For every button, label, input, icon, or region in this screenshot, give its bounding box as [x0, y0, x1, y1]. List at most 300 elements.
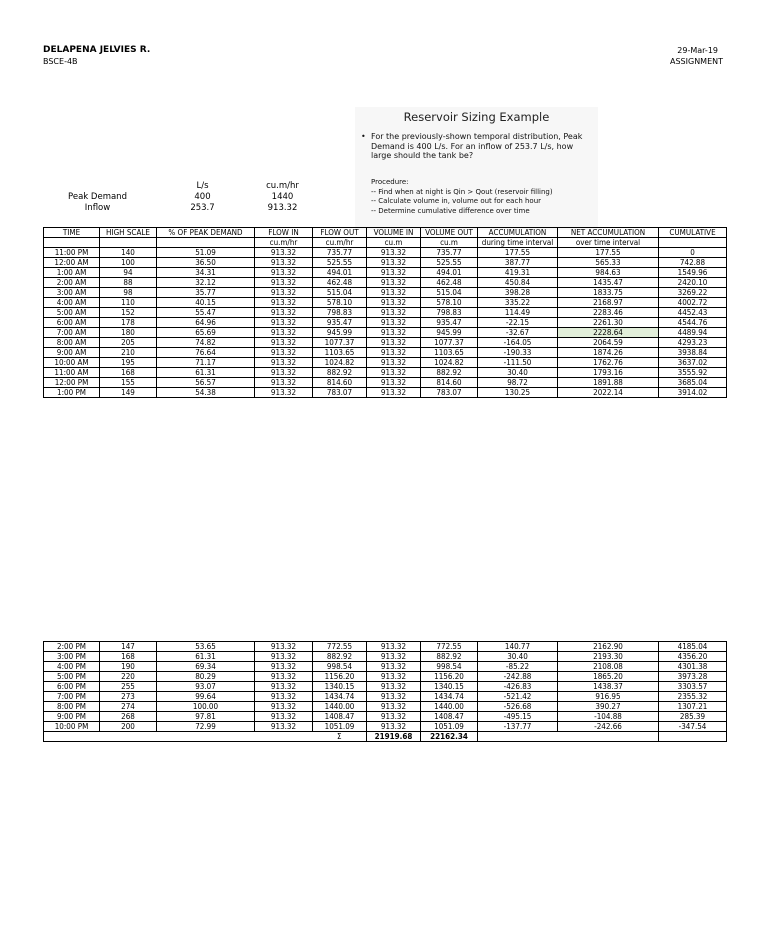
totals-blank-cell: [659, 732, 727, 742]
peak-demand-ls: 400: [194, 192, 211, 202]
cell-net-accumulation: 2228.64: [558, 328, 659, 338]
cell-flow-in: 913.32: [255, 258, 313, 268]
cell-time: 2:00 AM: [44, 278, 100, 288]
totals-blank-cell: [478, 732, 659, 742]
cell-percent-peak: 99.64: [157, 692, 255, 702]
cell-time: 5:00 PM: [44, 672, 100, 682]
cell-cumulative: 742.88: [659, 258, 727, 268]
cell-volume-in: 913.32: [367, 268, 421, 278]
cell-time: 8:00 AM: [44, 338, 100, 348]
cell-high-scale: 273: [100, 692, 157, 702]
cell-flow-out: 1440.00: [313, 702, 367, 712]
totals-blank-cell: [44, 732, 313, 742]
cell-flow-in: 913.32: [255, 348, 313, 358]
cell-time: 10:00 AM: [44, 358, 100, 368]
cell-high-scale: 140: [100, 248, 157, 258]
table-row: [44, 348, 727, 358]
cell-volume-out: 735.77: [421, 248, 478, 258]
cell-flow-out: 462.48: [313, 278, 367, 288]
cell-accumulation: 177.55: [478, 248, 558, 258]
cell-percent-peak: 53.65: [157, 642, 255, 652]
cell-flow-in: 913.32: [255, 248, 313, 258]
unit-cell: [659, 238, 727, 248]
table-row: [44, 388, 727, 398]
procedure-title: Procedure:: [371, 178, 409, 186]
cell-cumulative: 3555.92: [659, 368, 727, 378]
cell-percent-peak: 51.09: [157, 248, 255, 258]
cell-high-scale: 100: [100, 258, 157, 268]
cell-flow-in: 913.32: [255, 672, 313, 682]
cell-volume-out: 1340.15: [421, 682, 478, 692]
table-row: [44, 358, 727, 368]
cell-percent-peak: 54.38: [157, 388, 255, 398]
cell-net-accumulation: 2064.59: [558, 338, 659, 348]
table-row: [44, 258, 727, 268]
col-header-time: TIME: [44, 228, 100, 238]
cell-time: 3:00 PM: [44, 652, 100, 662]
table-row: [44, 338, 727, 348]
cell-time: 4:00 PM: [44, 662, 100, 672]
col-header-accumulation: ACCUMULATION: [478, 228, 558, 238]
cell-flow-in: 913.32: [255, 642, 313, 652]
cell-percent-peak: 34.31: [157, 268, 255, 278]
unit-cell: over time interval: [558, 238, 659, 248]
cell-volume-in: 913.32: [367, 378, 421, 388]
cell-flow-in: 913.32: [255, 358, 313, 368]
cell-time: 8:00 PM: [44, 702, 100, 712]
table-row: [44, 368, 727, 378]
cell-high-scale: 149: [100, 388, 157, 398]
cell-net-accumulation: 1793.16: [558, 368, 659, 378]
cell-net-accumulation: 2022.14: [558, 388, 659, 398]
table-row: [44, 672, 727, 682]
cell-accumulation: -32.67: [478, 328, 558, 338]
cell-accumulation: 30.40: [478, 368, 558, 378]
cell-flow-out: 814.60: [313, 378, 367, 388]
cell-volume-in: 913.32: [367, 712, 421, 722]
cell-volume-in: 913.32: [367, 258, 421, 268]
units-row: [44, 238, 727, 248]
cell-cumulative: 3303.57: [659, 682, 727, 692]
cell-volume-in: 913.32: [367, 388, 421, 398]
cell-flow-out: 935.47: [313, 318, 367, 328]
sigma-symbol: Σ: [313, 732, 367, 742]
cell-flow-in: 913.32: [255, 268, 313, 278]
cell-time: 3:00 AM: [44, 288, 100, 298]
cell-volume-out: 998.54: [421, 662, 478, 672]
total-volume-in: 21919.68: [367, 732, 421, 742]
table-row: [44, 298, 727, 308]
cell-volume-out: 882.92: [421, 368, 478, 378]
cell-volume-in: 913.32: [367, 328, 421, 338]
cell-percent-peak: 72.99: [157, 722, 255, 732]
cell-flow-out: 1408.47: [313, 712, 367, 722]
cell-cumulative: 4489.94: [659, 328, 727, 338]
procedure-step: -- Find when at night is Qin > Qout (reservoir filling): [371, 187, 553, 196]
cell-net-accumulation: 1891.88: [558, 378, 659, 388]
cell-flow-out: 1077.37: [313, 338, 367, 348]
cell-volume-out: 1024.82: [421, 358, 478, 368]
procedure-step: -- Determine cumulative difference over time: [371, 206, 530, 215]
cell-volume-out: 462.48: [421, 278, 478, 288]
cell-high-scale: 190: [100, 662, 157, 672]
cell-percent-peak: 36.50: [157, 258, 255, 268]
cell-flow-out: 998.54: [313, 662, 367, 672]
cell-percent-peak: 35.77: [157, 288, 255, 298]
cell-accumulation: -190.33: [478, 348, 558, 358]
cell-net-accumulation: 1874.26: [558, 348, 659, 358]
cell-flow-in: 913.32: [255, 298, 313, 308]
cell-time: 6:00 AM: [44, 318, 100, 328]
unit-cell: cu.m/hr: [313, 238, 367, 248]
cell-net-accumulation: 177.55: [558, 248, 659, 258]
col-header-net-accumulation: NET ACCUMULATION: [558, 228, 659, 238]
unit-cell: cu.m: [421, 238, 478, 248]
cell-flow-in: 913.32: [255, 308, 313, 318]
unit-cell: [157, 238, 255, 248]
cell-volume-in: 913.32: [367, 692, 421, 702]
cell-cumulative: 3938.84: [659, 348, 727, 358]
cell-time: 5:00 AM: [44, 308, 100, 318]
cell-cumulative: 4356.20: [659, 652, 727, 662]
cell-time: 12:00 PM: [44, 378, 100, 388]
cell-volume-out: 1434.74: [421, 692, 478, 702]
cell-high-scale: 205: [100, 338, 157, 348]
cell-volume-in: 913.32: [367, 652, 421, 662]
cell-accumulation: -242.88: [478, 672, 558, 682]
cell-net-accumulation: 565.33: [558, 258, 659, 268]
cell-high-scale: 255: [100, 682, 157, 692]
cell-cumulative: 0: [659, 248, 727, 258]
table-row: [44, 378, 727, 388]
table-row: [44, 268, 727, 278]
cell-percent-peak: 61.31: [157, 368, 255, 378]
cell-volume-in: 913.32: [367, 348, 421, 358]
cell-accumulation: -85.22: [478, 662, 558, 672]
cell-percent-peak: 56.57: [157, 378, 255, 388]
cell-time: 9:00 PM: [44, 712, 100, 722]
cell-flow-out: 1340.15: [313, 682, 367, 692]
cell-flow-in: 913.32: [255, 662, 313, 672]
cell-cumulative: 4544.76: [659, 318, 727, 328]
cell-volume-in: 913.32: [367, 368, 421, 378]
cell-percent-peak: 97.81: [157, 712, 255, 722]
cell-flow-in: 913.32: [255, 652, 313, 662]
cell-flow-out: 1024.82: [313, 358, 367, 368]
cell-cumulative: 3914.02: [659, 388, 727, 398]
cell-accumulation: 98.72: [478, 378, 558, 388]
table-row: [44, 712, 727, 722]
cell-high-scale: 274: [100, 702, 157, 712]
cell-volume-out: 772.55: [421, 642, 478, 652]
cell-cumulative: 4185.04: [659, 642, 727, 652]
cell-time: 6:00 PM: [44, 682, 100, 692]
unit-ls: L/s: [196, 181, 209, 191]
column-header-row: [44, 228, 727, 238]
cell-flow-in: 913.32: [255, 388, 313, 398]
cell-time: 2:00 PM: [44, 642, 100, 652]
cell-flow-out: 798.83: [313, 308, 367, 318]
cell-accumulation: -521.42: [478, 692, 558, 702]
cell-time: 12:00 AM: [44, 258, 100, 268]
cell-flow-in: 913.32: [255, 722, 313, 732]
col-header-flow-out: FLOW OUT: [313, 228, 367, 238]
cell-volume-out: 1440.00: [421, 702, 478, 712]
cell-accumulation: 30.40: [478, 652, 558, 662]
cell-volume-in: 913.32: [367, 672, 421, 682]
cell-accumulation: -526.68: [478, 702, 558, 712]
cell-flow-in: 913.32: [255, 338, 313, 348]
cell-flow-out: 1051.09: [313, 722, 367, 732]
cell-flow-out: 1103.65: [313, 348, 367, 358]
table-row: [44, 692, 727, 702]
cell-flow-out: 945.99: [313, 328, 367, 338]
cell-volume-out: 515.04: [421, 288, 478, 298]
cell-high-scale: 98: [100, 288, 157, 298]
col-header-flow-in: FLOW IN: [255, 228, 313, 238]
cell-net-accumulation: 2162.90: [558, 642, 659, 652]
cell-net-accumulation: 1865.20: [558, 672, 659, 682]
cell-net-accumulation: 2261.30: [558, 318, 659, 328]
col-header-volume-out: VOLUME OUT: [421, 228, 478, 238]
cell-volume-out: 798.83: [421, 308, 478, 318]
cell-cumulative: 2355.32: [659, 692, 727, 702]
cell-volume-in: 913.32: [367, 702, 421, 712]
cell-flow-out: 735.77: [313, 248, 367, 258]
cell-percent-peak: 61.31: [157, 652, 255, 662]
cell-percent-peak: 64.96: [157, 318, 255, 328]
cell-percent-peak: 69.34: [157, 662, 255, 672]
unit-cell: [44, 238, 100, 248]
cell-flow-in: 913.32: [255, 318, 313, 328]
cell-percent-peak: 40.15: [157, 298, 255, 308]
cell-high-scale: 195: [100, 358, 157, 368]
col-header-volume-in: VOLUME IN: [367, 228, 421, 238]
cell-time: 11:00 PM: [44, 248, 100, 258]
inflow-ls: 253.7: [190, 203, 215, 213]
cell-volume-out: 1103.65: [421, 348, 478, 358]
cell-flow-out: 882.92: [313, 652, 367, 662]
cell-net-accumulation: 390.27: [558, 702, 659, 712]
peak-demand-cumhr: 1440: [271, 192, 294, 202]
cell-percent-peak: 55.47: [157, 308, 255, 318]
cell-accumulation: -495.15: [478, 712, 558, 722]
table-row: [44, 722, 727, 732]
cell-net-accumulation: -242.66: [558, 722, 659, 732]
cell-high-scale: 220: [100, 672, 157, 682]
cell-accumulation: -426.83: [478, 682, 558, 692]
cell-volume-out: 882.92: [421, 652, 478, 662]
cell-cumulative: 3973.28: [659, 672, 727, 682]
cell-volume-in: 913.32: [367, 248, 421, 258]
col-header-cumulative: CUMULATIVE: [659, 228, 727, 238]
cell-flow-out: 1156.20: [313, 672, 367, 682]
cell-cumulative: 4452.43: [659, 308, 727, 318]
table-row: [44, 318, 727, 328]
cell-net-accumulation: 2193.30: [558, 652, 659, 662]
cell-time: 10:00 PM: [44, 722, 100, 732]
cell-volume-out: 1051.09: [421, 722, 478, 732]
cell-high-scale: 168: [100, 368, 157, 378]
cell-cumulative: 4002.72: [659, 298, 727, 308]
totals-row: [44, 732, 727, 742]
unit-cell: during time interval: [478, 238, 558, 248]
cell-net-accumulation: 2108.08: [558, 662, 659, 672]
cell-volume-in: 913.32: [367, 278, 421, 288]
cell-time: 11:00 AM: [44, 368, 100, 378]
cell-volume-out: 578.10: [421, 298, 478, 308]
cell-volume-in: 913.32: [367, 298, 421, 308]
unit-cell: [100, 238, 157, 248]
cell-percent-peak: 76.64: [157, 348, 255, 358]
cell-net-accumulation: 1833.75: [558, 288, 659, 298]
bullet-mark: •: [361, 132, 366, 141]
table-row: [44, 682, 727, 692]
cell-net-accumulation: 1762.76: [558, 358, 659, 368]
cell-flow-in: 913.32: [255, 712, 313, 722]
col-header-high-scale: HIGH SCALE: [100, 228, 157, 238]
cell-accumulation: -137.77: [478, 722, 558, 732]
cell-flow-in: 913.32: [255, 682, 313, 692]
unit-cell: cu.m: [367, 238, 421, 248]
cell-percent-peak: 74.82: [157, 338, 255, 348]
cell-high-scale: 152: [100, 308, 157, 318]
cell-time: 9:00 AM: [44, 348, 100, 358]
cell-accumulation: -111.50: [478, 358, 558, 368]
cell-flow-out: 525.55: [313, 258, 367, 268]
document-type: ASSIGNMENT: [670, 57, 723, 66]
table-row: [44, 288, 727, 298]
cell-accumulation: 335.22: [478, 298, 558, 308]
cell-flow-in: 913.32: [255, 328, 313, 338]
course-section: BSCE-4B: [43, 57, 78, 66]
cell-net-accumulation: 984.63: [558, 268, 659, 278]
cell-time: 4:00 AM: [44, 298, 100, 308]
cell-volume-in: 913.32: [367, 318, 421, 328]
inflow-label: Inflow: [84, 203, 111, 213]
cell-cumulative: 285.39: [659, 712, 727, 722]
cell-percent-peak: 71.17: [157, 358, 255, 368]
table-row: [44, 652, 727, 662]
cell-volume-out: 494.01: [421, 268, 478, 278]
cell-high-scale: 210: [100, 348, 157, 358]
cell-high-scale: 168: [100, 652, 157, 662]
cell-flow-in: 913.32: [255, 278, 313, 288]
cell-volume-out: 525.55: [421, 258, 478, 268]
table-row: [44, 328, 727, 338]
cell-flow-out: 494.01: [313, 268, 367, 278]
cell-cumulative: -347.54: [659, 722, 727, 732]
cell-cumulative: 4301.38: [659, 662, 727, 672]
sizing-table-part-1: [43, 227, 727, 398]
cell-percent-peak: 93.07: [157, 682, 255, 692]
col-header-percent-peak: % OF PEAK DEMAND: [157, 228, 255, 238]
cell-net-accumulation: 2283.46: [558, 308, 659, 318]
cell-cumulative: 1307.21: [659, 702, 727, 712]
cell-flow-out: 578.10: [313, 298, 367, 308]
cell-high-scale: 155: [100, 378, 157, 388]
peak-demand-label: Peak Demand: [68, 192, 127, 202]
cell-volume-out: 1077.37: [421, 338, 478, 348]
cell-cumulative: 3637.02: [659, 358, 727, 368]
cell-flow-in: 913.32: [255, 378, 313, 388]
cell-cumulative: 1549.96: [659, 268, 727, 278]
cell-percent-peak: 100.00: [157, 702, 255, 712]
table-row: [44, 308, 727, 318]
procedure-block: [371, 178, 596, 216]
cell-cumulative: 3685.04: [659, 378, 727, 388]
cell-accumulation: -164.05: [478, 338, 558, 348]
cell-high-scale: 180: [100, 328, 157, 338]
cell-volume-out: 1408.47: [421, 712, 478, 722]
sizing-table-part-2: [43, 641, 727, 742]
cell-accumulation: 450.84: [478, 278, 558, 288]
cell-volume-in: 913.32: [367, 338, 421, 348]
cell-accumulation: 130.25: [478, 388, 558, 398]
cell-cumulative: 4293.23: [659, 338, 727, 348]
cell-cumulative: 3269.22: [659, 288, 727, 298]
cell-flow-out: 515.04: [313, 288, 367, 298]
unit-cumhr: cu.m/hr: [266, 181, 299, 191]
cell-volume-out: 935.47: [421, 318, 478, 328]
cell-flow-in: 913.32: [255, 692, 313, 702]
cell-volume-in: 913.32: [367, 682, 421, 692]
cell-volume-out: 814.60: [421, 378, 478, 388]
table-row: [44, 278, 727, 288]
cell-accumulation: 387.77: [478, 258, 558, 268]
cell-percent-peak: 32.12: [157, 278, 255, 288]
cell-volume-out: 945.99: [421, 328, 478, 338]
cell-percent-peak: 80.29: [157, 672, 255, 682]
cell-cumulative: 2420.10: [659, 278, 727, 288]
procedure-step: -- Calculate volume in, volume out for each hour: [371, 197, 542, 205]
cell-accumulation: 419.31: [478, 268, 558, 278]
cell-volume-in: 913.32: [367, 308, 421, 318]
cell-accumulation: 114.49: [478, 308, 558, 318]
unit-cell: cu.m/hr: [255, 238, 313, 248]
cell-accumulation: 398.28: [478, 288, 558, 298]
inflow-cumhr: 913.32: [267, 203, 298, 213]
cell-high-scale: 268: [100, 712, 157, 722]
cell-time: 1:00 PM: [44, 388, 100, 398]
cell-volume-out: 1156.20: [421, 672, 478, 682]
total-volume-out: 22162.34: [421, 732, 478, 742]
cell-percent-peak: 65.69: [157, 328, 255, 338]
cell-flow-in: 913.32: [255, 368, 313, 378]
cell-volume-in: 913.32: [367, 662, 421, 672]
cell-net-accumulation: 1438.37: [558, 682, 659, 692]
cell-net-accumulation: 1435.47: [558, 278, 659, 288]
cell-high-scale: 178: [100, 318, 157, 328]
cell-net-accumulation: 2168.97: [558, 298, 659, 308]
cell-high-scale: 94: [100, 268, 157, 278]
reference-slide-image: [355, 107, 598, 230]
cell-accumulation: 140.77: [478, 642, 558, 652]
table-row: [44, 662, 727, 672]
slide-bullet: For the previously-shown temporal distribution, Peak Demand is 400 L/s. For an inflow of 253.7 L/s, how large should the tank be?: [371, 132, 583, 160]
cell-net-accumulation: 916.95: [558, 692, 659, 702]
cell-time: 1:00 AM: [44, 268, 100, 278]
cell-volume-in: 913.32: [367, 642, 421, 652]
slide-title: Reservoir Sizing Example: [403, 110, 550, 124]
table-row: [44, 248, 727, 258]
cell-volume-in: 913.32: [367, 288, 421, 298]
cell-high-scale: 88: [100, 278, 157, 288]
assignment-date: 29-Mar-19: [677, 46, 718, 55]
cell-flow-out: 783.07: [313, 388, 367, 398]
cell-flow-in: 913.32: [255, 288, 313, 298]
cell-flow-out: 772.55: [313, 642, 367, 652]
